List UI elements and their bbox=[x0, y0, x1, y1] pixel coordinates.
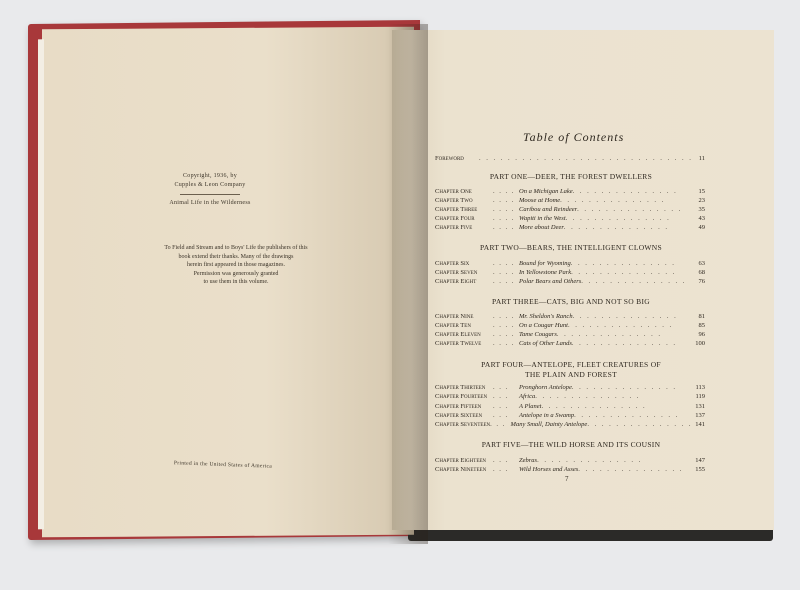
leader-dots: . . . bbox=[493, 393, 509, 400]
leader-dots: . . . bbox=[493, 403, 509, 410]
leader-dots: . . . bbox=[493, 466, 509, 473]
leader-dots: . . . . bbox=[493, 331, 515, 338]
chapter-label: Chapter Ten bbox=[435, 322, 471, 329]
page-number: 137 bbox=[695, 412, 705, 419]
thanks-line: Permission was generously granted bbox=[193, 270, 279, 277]
chapter-label: Chapter Five bbox=[435, 224, 473, 231]
page-edge bbox=[38, 39, 44, 529]
leader-dots: . . . . . . . . . . . . . . . bbox=[570, 260, 676, 267]
leader-dots: . . . . bbox=[493, 278, 515, 285]
page-number: 113 bbox=[695, 384, 705, 391]
toc-row bbox=[435, 214, 705, 223]
leader-dots: . . . . bbox=[493, 269, 515, 276]
chapter-label: Chapter Seven bbox=[435, 269, 478, 276]
thanks-line: to use them in this volume. bbox=[203, 279, 269, 285]
chapter-label: Chapter Three bbox=[435, 206, 478, 213]
part-heading-line2: THE PLAIN AND FOREST bbox=[524, 370, 618, 379]
chapter-title: Moose at Home bbox=[519, 197, 561, 204]
page-number: 155 bbox=[695, 466, 705, 473]
leader-dots: . . . . bbox=[493, 188, 515, 195]
leader-dots: . . . . . . . . . . . . . . . bbox=[560, 197, 666, 204]
chapter-label: Chapter Sixteen bbox=[435, 412, 483, 419]
leader-dots: . . . . . . . . . . . . . . . bbox=[535, 393, 641, 400]
page-number: 68 bbox=[698, 269, 705, 276]
leader-dots: . . . . . . . . . . . . . . . bbox=[577, 206, 683, 213]
chapter-label: Chapter Nine bbox=[435, 313, 474, 320]
toc-row bbox=[435, 196, 705, 205]
chapter-title: Bound for Wyoming bbox=[519, 260, 571, 267]
foreword-label: Foreword bbox=[435, 155, 464, 162]
toc-row bbox=[435, 187, 705, 196]
part-heading: PART THREE—CATS, BIG AND NOT SO BIG bbox=[492, 297, 650, 306]
copyright-block bbox=[120, 172, 300, 208]
page-number: 147 bbox=[695, 457, 705, 464]
chapter-title: Mr. Sheldon's Ranch bbox=[519, 313, 573, 320]
page-number: 85 bbox=[698, 322, 705, 329]
chapter-label: Chapter Seventeen bbox=[435, 421, 491, 428]
leader-dots: . . . . bbox=[493, 340, 515, 347]
leader-dots: . . . . bbox=[493, 224, 515, 231]
acknowledgement bbox=[156, 244, 316, 287]
chapter-title: Africa bbox=[519, 393, 536, 400]
page-number: 15 bbox=[698, 188, 705, 195]
leader-dots: . . . . . . . . . . . . . . . bbox=[563, 224, 670, 231]
page-number: 96 bbox=[698, 331, 705, 338]
publisher-line: Cupples & Leon Company bbox=[174, 182, 246, 188]
leader-dots: . . . . . . . . . . . . . . . bbox=[571, 384, 678, 391]
page-number: 43 bbox=[698, 215, 705, 222]
page-number: 81 bbox=[698, 313, 705, 320]
leader-dots: . . . . bbox=[493, 206, 515, 213]
page-number: 76 bbox=[698, 278, 705, 285]
leader-dots: . . . . . . . . . . . . . . . bbox=[567, 322, 674, 329]
toc-row bbox=[435, 456, 705, 465]
toc-title: Table of Contents bbox=[523, 130, 625, 144]
page-number: 63 bbox=[698, 260, 705, 267]
part-heading: PART ONE—DEER, THE FOREST DWELLERS bbox=[489, 172, 653, 181]
leader-dots: . . . . . . . . . . . . . . . bbox=[571, 269, 677, 276]
divider bbox=[180, 194, 240, 195]
leader-dots: . . . . . . . . . . . . . . . bbox=[565, 215, 671, 222]
thanks-line: book extend their thanks. Many of the drawings bbox=[178, 253, 294, 260]
leader-dots: . . . bbox=[493, 457, 509, 464]
chapter-label: Chapter Fourteen bbox=[435, 393, 488, 400]
toc-row bbox=[435, 268, 705, 277]
toc-row bbox=[435, 223, 705, 232]
leader-dots: . . . . . . . . . . . . . . . bbox=[572, 188, 678, 195]
toc-row bbox=[435, 321, 705, 330]
chapter-title: Antelope in a Swamp bbox=[519, 412, 575, 419]
page-number: 35 bbox=[698, 206, 705, 213]
leader-dots: . . . . . . . . . . . . . . . bbox=[581, 278, 687, 285]
book-title: Animal Life in the Wilderness bbox=[169, 200, 251, 206]
toc-row bbox=[435, 277, 705, 286]
leader-dots: . . . . . . . . . . . . . . . bbox=[587, 421, 693, 428]
chapter-label: Chapter Eighteen bbox=[435, 457, 487, 464]
page-number: 119 bbox=[695, 393, 705, 400]
page-number: 131 bbox=[695, 403, 705, 410]
page-number: 141 bbox=[695, 421, 705, 428]
toc-row bbox=[435, 312, 705, 321]
chapter-title: On a Michigan Lake bbox=[519, 188, 573, 195]
copyright-line: Copyright, 1936, by bbox=[182, 173, 238, 179]
chapter-label: Chapter Fifteen bbox=[435, 403, 482, 410]
chapter-title: Wapiti in the West bbox=[519, 215, 566, 222]
leader-dots: . . . . . . . . . . . . . . . bbox=[571, 340, 678, 347]
part-heading: PART TWO—BEARS, THE INTELLIGENT CLOWNS bbox=[480, 243, 662, 252]
chapter-title: In Yellowstone Park bbox=[519, 269, 572, 276]
chapter-title: Tame Cougars bbox=[519, 331, 557, 338]
page-number: 49 bbox=[698, 224, 705, 231]
chapter-label: Chapter Thirteen bbox=[435, 384, 486, 391]
toc-row bbox=[435, 420, 705, 429]
leader-dots: . . . . . . . . . . . . . . . bbox=[578, 466, 684, 473]
leader-dots: . . . . . . . . . . . . . . . bbox=[574, 412, 680, 419]
toc-row bbox=[435, 330, 705, 339]
chapter-label: Chapter Six bbox=[435, 260, 470, 267]
chapter-label: Chapter Eight bbox=[435, 278, 477, 285]
leader-dots: . . . . . . . . . . . . . . . bbox=[556, 331, 662, 338]
chapter-title: Many Small, Dainty Antelope bbox=[510, 421, 588, 428]
toc-row bbox=[435, 383, 705, 392]
part-heading: PART FOUR—ANTELOPE, FLEET CREATURES OF bbox=[481, 360, 661, 369]
chapter-label: Chapter Two bbox=[435, 197, 473, 204]
page-number: 100 bbox=[695, 340, 705, 347]
printed-notice: Printed in the United States of America bbox=[173, 460, 273, 470]
chapter-title: On a Cougar Hunt bbox=[519, 322, 568, 329]
chapter-label: Chapter Twelve bbox=[435, 340, 482, 347]
part-heading: PART FIVE—THE WILD HORSE AND ITS COUSIN bbox=[481, 440, 661, 449]
leader-dots: . . . . bbox=[493, 260, 515, 267]
toc-row bbox=[435, 205, 705, 214]
toc-row-foreword bbox=[435, 154, 705, 163]
chapter-label: Chapter Four bbox=[435, 215, 475, 222]
chapter-label: Chapter Nineteen bbox=[435, 466, 487, 473]
thanks-line: herein first appeared in those magazines. bbox=[187, 262, 285, 268]
chapter-title: Polar Bears and Others bbox=[519, 278, 582, 285]
chapter-title: Cats of Other Lands bbox=[519, 340, 572, 347]
chapter-title: Wild Horses and Asses bbox=[519, 466, 579, 473]
chapter-title: Caribou and Reindeer bbox=[519, 206, 578, 213]
leader-dots: . . . . . . . . . . . . . . . bbox=[572, 313, 678, 320]
toc-row bbox=[435, 339, 705, 348]
thanks-line: To Field and Stream and to Boys' Life the publishers of this bbox=[164, 245, 308, 251]
chapter-title: A Planet bbox=[519, 403, 542, 410]
leader-dots: . . . . . . . . . . . . . . . bbox=[537, 457, 643, 464]
chapter-title: More about Deer bbox=[519, 224, 564, 231]
toc-row bbox=[435, 402, 705, 411]
leader-dots: . . . bbox=[493, 384, 509, 391]
toc-row bbox=[435, 465, 705, 474]
leader-dots: . . . . bbox=[493, 313, 515, 320]
leader-dots: . . . . . . . . . . . . . . . bbox=[541, 403, 647, 410]
spine-shadow bbox=[388, 24, 428, 544]
toc-row bbox=[435, 411, 705, 420]
chapter-label: Chapter One bbox=[435, 188, 472, 195]
page-number: 23 bbox=[698, 197, 705, 204]
chapter-title: Zebras bbox=[519, 457, 538, 464]
leader-dots: . . . bbox=[493, 412, 509, 419]
leader-dots: . . . bbox=[490, 421, 506, 428]
leader-dots: . . . . bbox=[493, 197, 515, 204]
toc-row bbox=[435, 392, 705, 401]
chapter-label: Chapter Eleven bbox=[435, 331, 481, 338]
chapter-title: Pronghorn Antelope bbox=[519, 384, 572, 391]
leader-dots: . . . . . . . . . . . . . . . . . . . . . . . . . . . . . . bbox=[478, 155, 693, 162]
leader-dots: . . . . bbox=[493, 215, 515, 222]
toc-row bbox=[435, 259, 705, 268]
page-folio: 7 bbox=[565, 475, 569, 483]
page-number: 11 bbox=[698, 155, 705, 162]
leader-dots: . . . . bbox=[493, 322, 515, 329]
